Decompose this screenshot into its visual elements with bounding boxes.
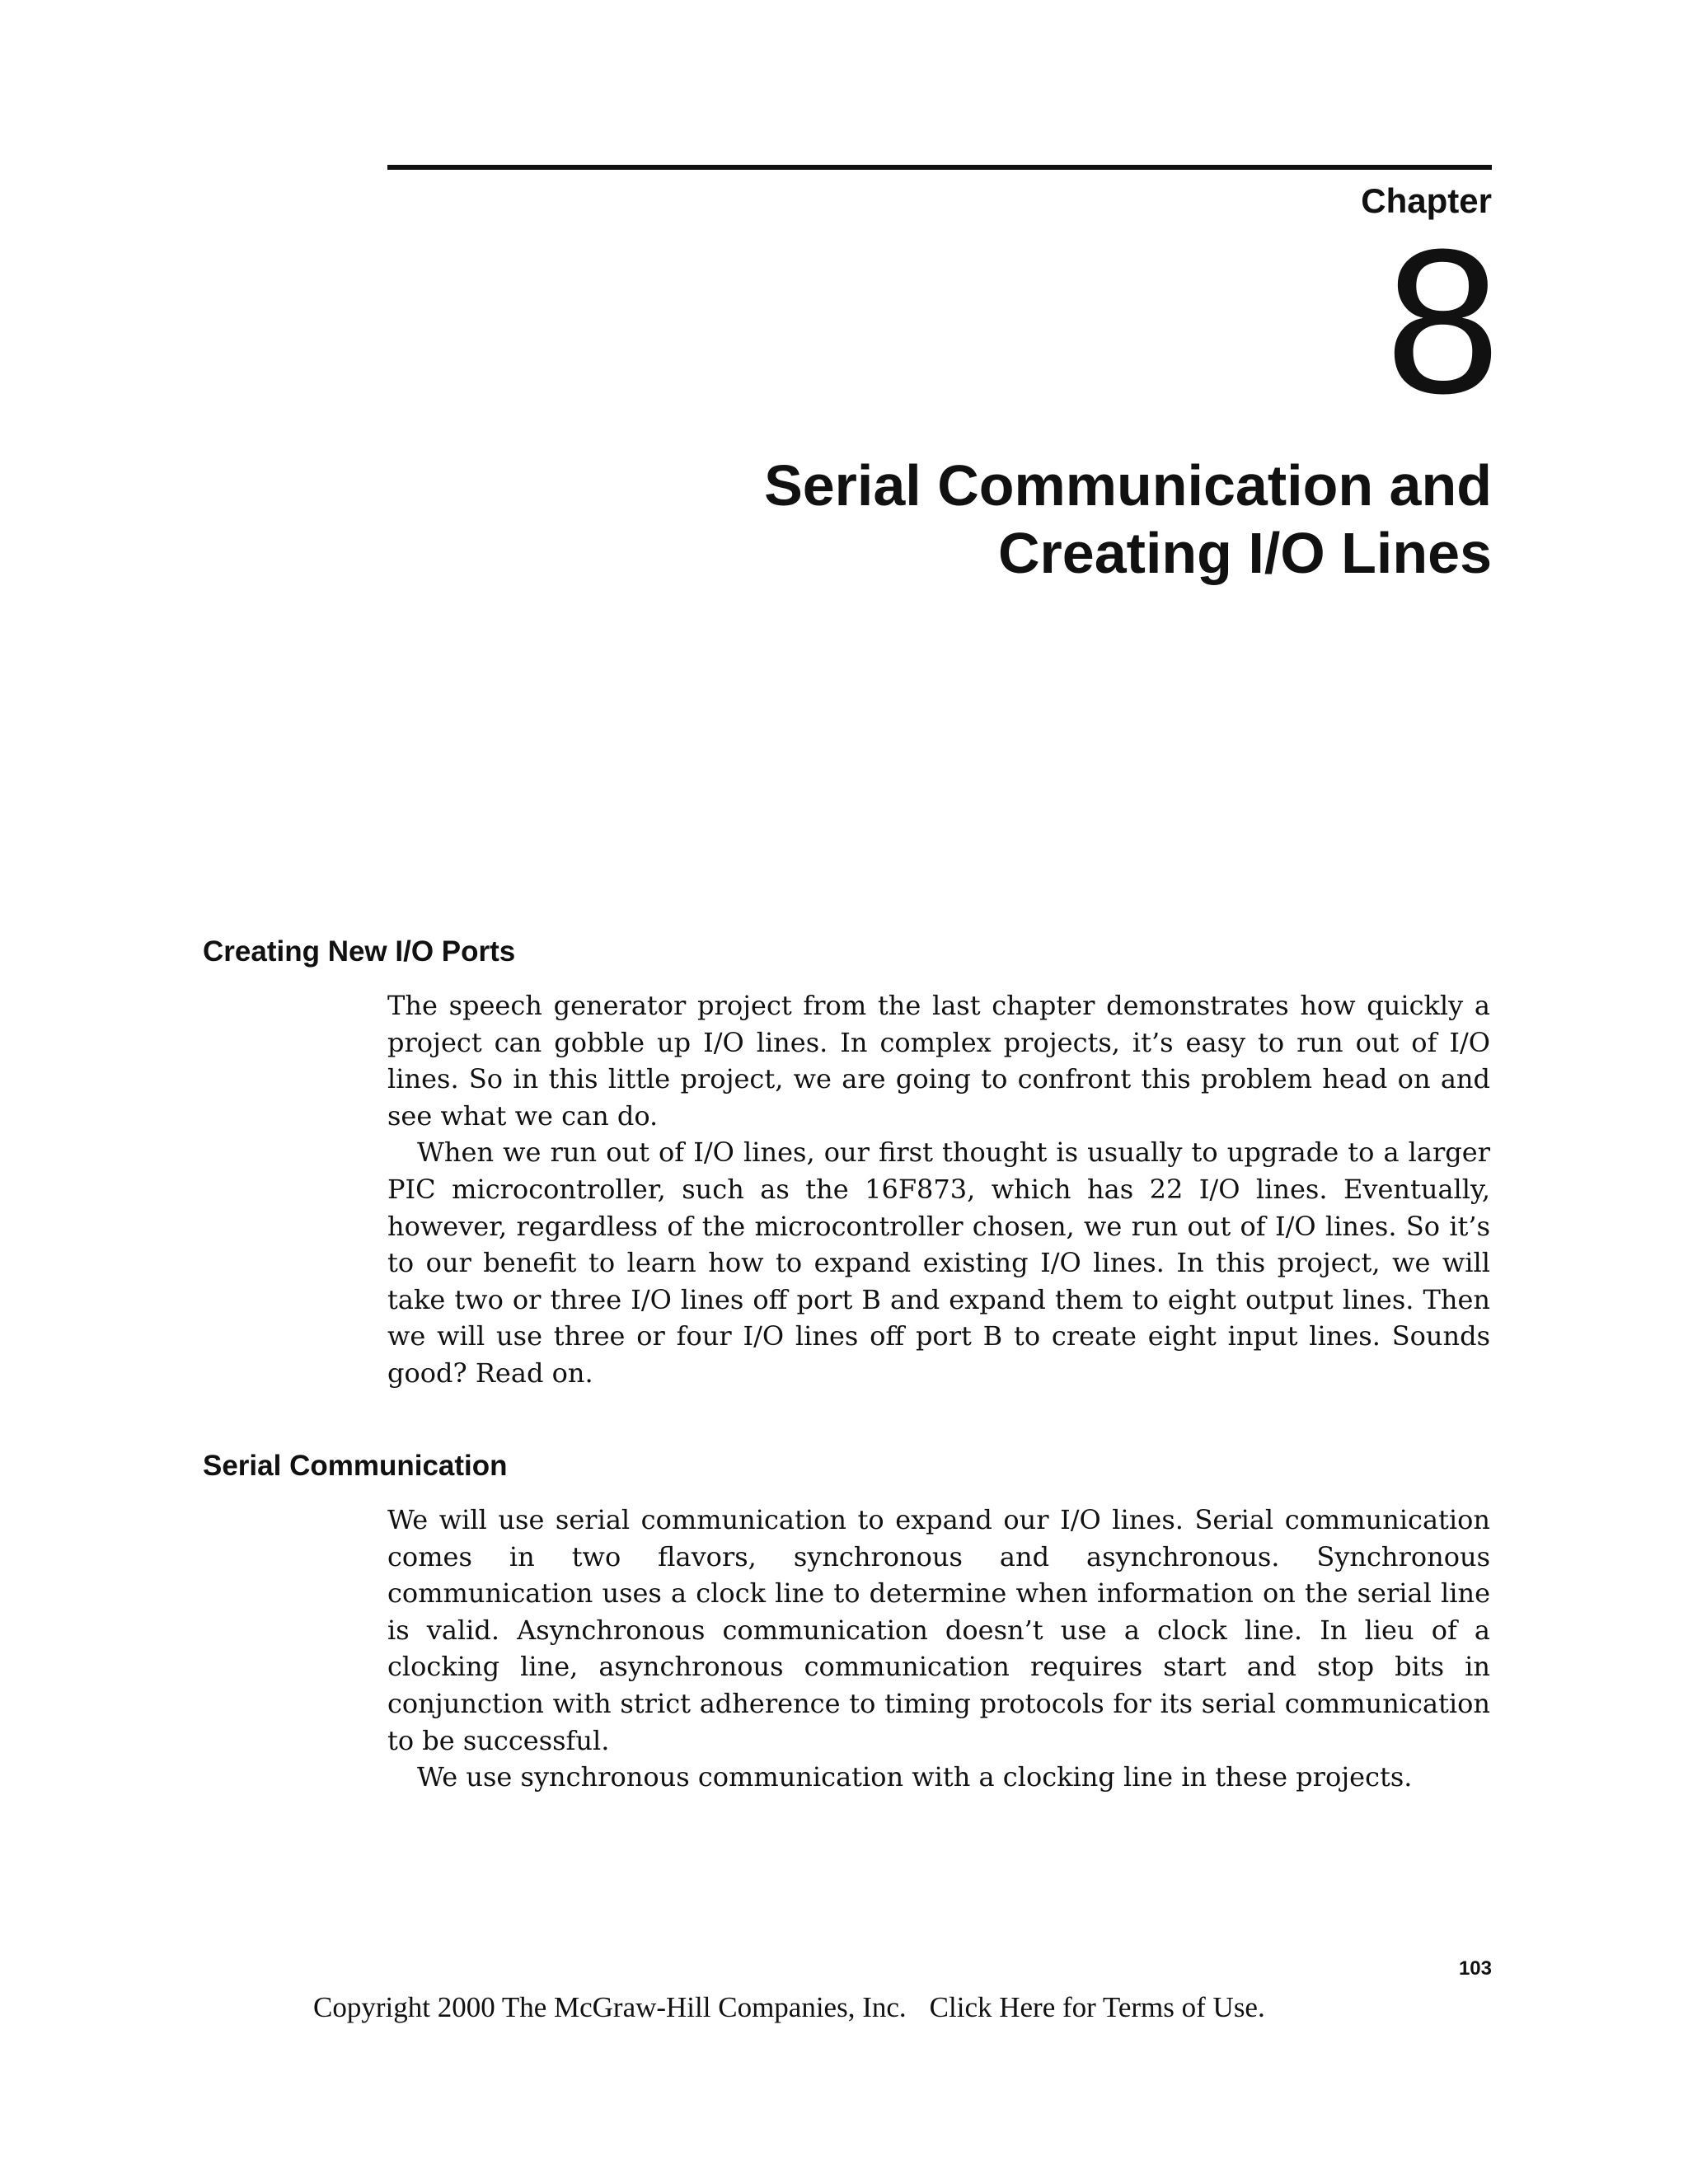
chapter-label: Chapter	[1361, 181, 1492, 220]
paragraph: The speech generator project from the last chapter demonstrates how quickly a project can gobble up I/O lines. In complex projects, it’s easy to run out of I/O lines. So in this little project, we are going to confront this problem head on and see what we can do.	[387, 990, 1490, 1132]
chapter-title-line-1: Serial Communication and	[764, 453, 1492, 518]
paragraph: We will use serial communication to expand our I/O lines. Serial communication comes in two flavors, synchronous and asynchronous. Synchronous communication uses a clock line to determine when information on the serial line is valid. Asynchronous communication doesn’t use a clock line. In lieu of a clocking line, asynchronous communication requires start and stop bits in conjunction with strict adherence to timing protocols for its serial communication to be successful.	[387, 1504, 1490, 1756]
section-heading-creating-new-io-ports: Creating New I/O Ports	[203, 935, 516, 968]
section-body-creating-new-io-ports	[387, 987, 1490, 1392]
chapter-number: 8	[1385, 206, 1500, 436]
paragraph: We use synchronous communication with a clocking line in these projects.	[417, 1761, 1413, 1793]
chapter-title-line-2: Creating I/O Lines	[998, 521, 1492, 585]
terms-of-use-link[interactable]: Click Here for Terms of Use.	[929, 1991, 1265, 2023]
copyright-notice: Copyright 2000 The McGraw-Hill Companies, Inc.	[313, 1991, 907, 2023]
paragraph: When we run out of I/O lines, our first thought is usually to upgrade to a larger PIC microcontroller, such as the 16F873, which has 22 I/O lines. Eventually, however, regardless of the microcontroller chosen, we run out of I/O lines. So it’s to our benefit to learn how to expand existing I/O lines. In this project, we will take two or three I/O lines off port B and expand them to eight output lines. Then we will use three or four I/O lines off port B to create eight input lines. Sounds good? Read on.	[387, 1137, 1490, 1389]
page-number: 103	[1458, 1957, 1492, 1980]
chapter-rule	[387, 165, 1492, 170]
section-heading-serial-communication: Serial Communication	[203, 1450, 508, 1482]
chapter-title	[585, 452, 1492, 587]
section-body-serial-communication	[387, 1502, 1490, 1796]
